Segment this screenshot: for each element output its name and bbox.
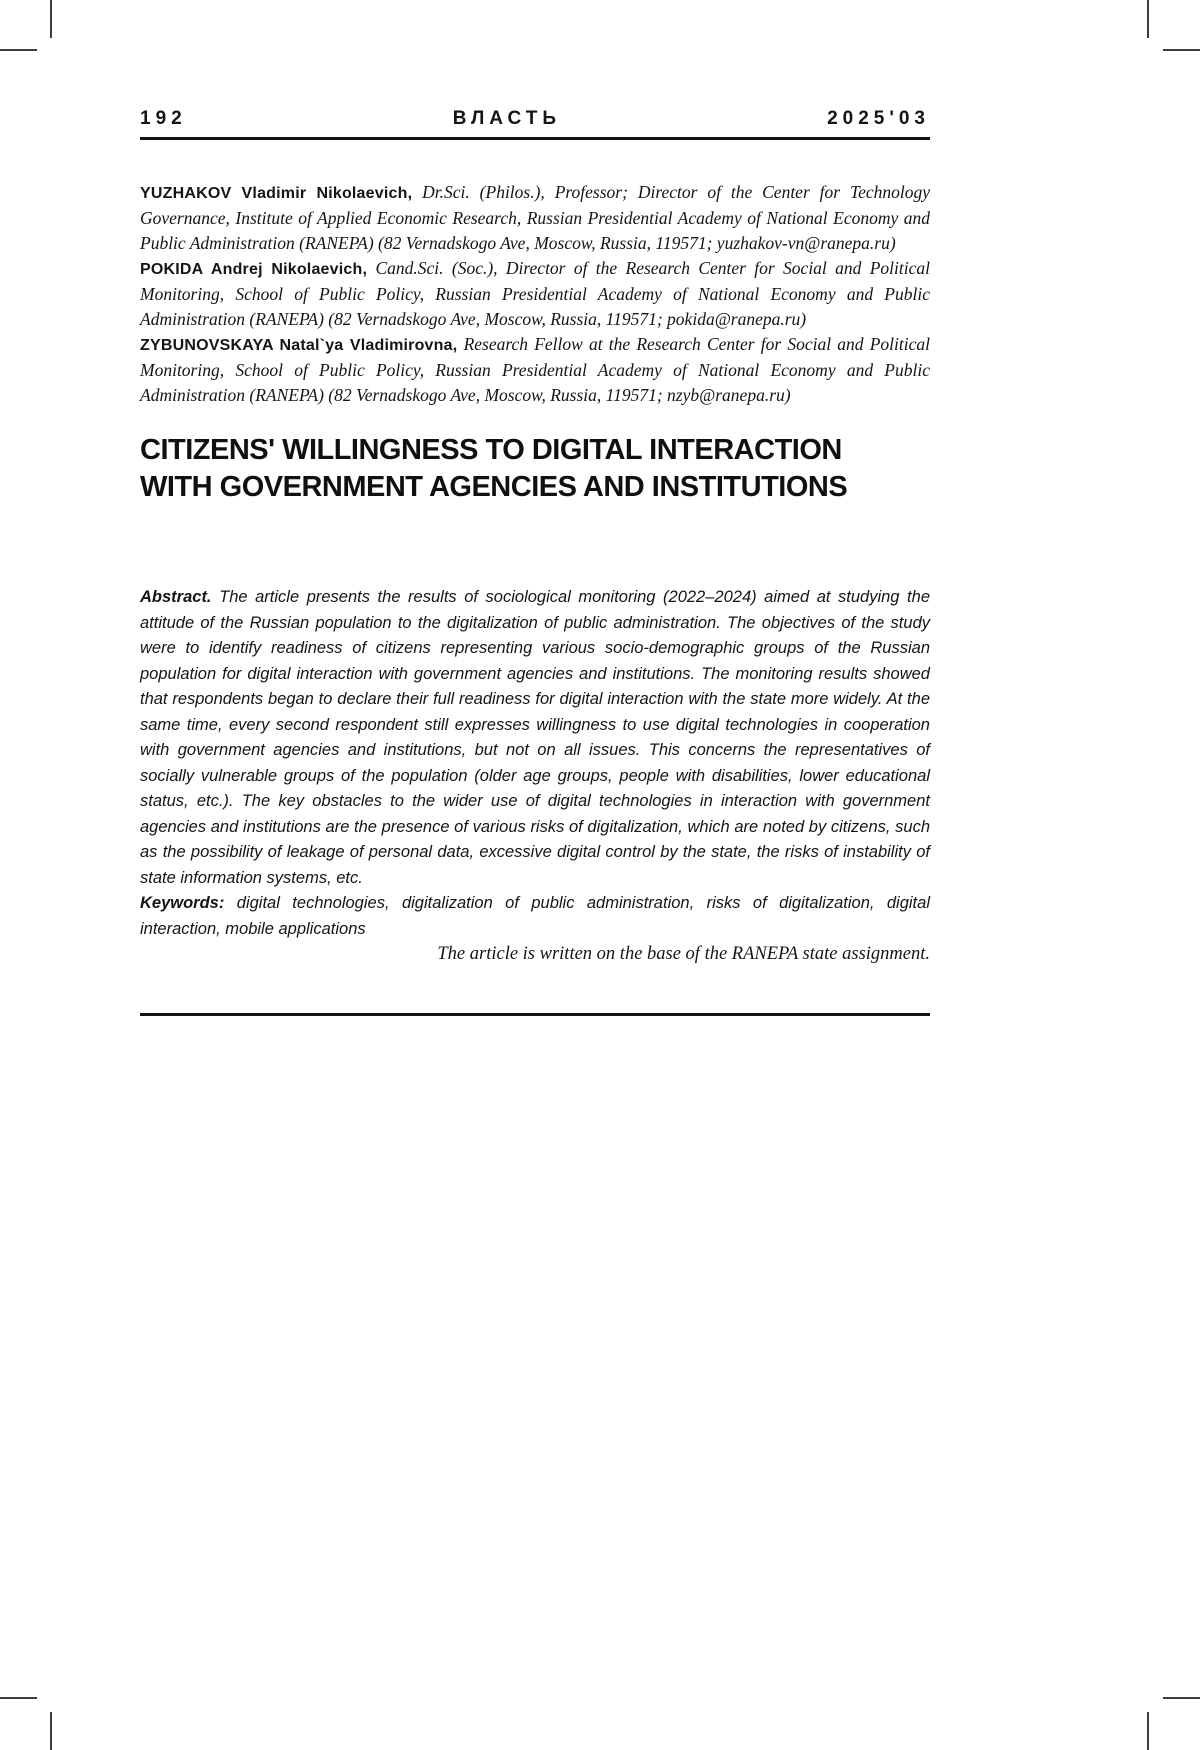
crop-mark-top-left-vertical (50, 0, 52, 38)
issue-number: 2025'03 (827, 108, 930, 129)
author-affiliation: Research Fellow at the Research Center for Social and Political Monitoring, School of Public Policy, Russian Presidential Academy of National Economy and Public Administration (RANEPA) (82 Vernadskogo Ave, Moscow, Russia, 119571; nzyb@ranepa.ru) (140, 334, 930, 405)
crop-mark-top-right-vertical (1147, 0, 1149, 38)
crop-mark-bottom-left-horizontal (0, 1697, 37, 1699)
keywords-text: digital technologies, digitalization of public administration, risks of digitalization, digital interaction, mobile applications (140, 894, 930, 938)
author-affiliation: Cand.Sci. (Soc.), Director of the Research Center for Social and Political Monitoring, School of Public Policy, Russian Presidential Academy of National Economy and Public Administration (RANEPA) (82 Vernadskogo Ave, Moscow, Russia, 119571; pokida@ranepa.ru) (140, 258, 931, 329)
abstract-paragraph (140, 585, 930, 891)
article-title (140, 432, 950, 506)
article-title-line1: CITIZENS' WILLINGNESS TO DIGITAL INTERACTION (140, 434, 842, 466)
crop-mark-top-left-horizontal (0, 49, 37, 51)
crop-mark-top-right-horizontal (1163, 49, 1200, 51)
authors-block (140, 180, 930, 408)
running-head (140, 108, 930, 140)
article-title-line2: WITH GOVERNMENT AGENCIES AND INSTITUTIONS (140, 471, 848, 503)
author-entry (140, 180, 930, 256)
section-separator-rule (140, 1013, 930, 1016)
page-number: 192 (140, 108, 187, 129)
author-affiliation: Dr.Sci. (Philos.), Professor; Director of the Center for Technology Governance, Institute of Applied Economic Research, Russian Presidential Academy of National Economy and Public Administration (RANEPA) (82 Vernadskogo Ave, Moscow, Russia, 119571; yuzhakov-vn@ranepa.ru) (140, 182, 931, 253)
abstract-text: The article presents the results of sociological monitoring (2022–2024) aimed at studying the attitude of the Russian population to the digitalization of public administration. The objectives of the study were to identify readiness of citizens representing various socio-demographic groups of the Russian population for digital interaction with government agencies and institutions. The monitoring results showed that respondents began to declare their full readiness for digital interaction with the state more widely. At the same time, every second respondent still expresses willingness to use digital technologies in cooperation with government agencies and institutions, but not on all issues. This concerns the representatives of socially vulnerable groups of the population (older age groups, people with disabilities, lower educational status, etc.). The key obstacles to the wider use of digital technologies in interaction with government agencies and institutions are the presence of various risks of digitalization, which are noted by citizens, such as the possibility of leakage of personal data, excessive digital control by the state, the risks of instability of state information systems, etc. (140, 588, 930, 887)
keywords-paragraph (140, 891, 930, 942)
author-name: ZYBUNOVSKAYA Natal`ya Vladimirovna, (140, 337, 458, 354)
keywords-label: Keywords: (140, 894, 225, 912)
crop-mark-bottom-left-vertical (50, 1712, 52, 1750)
author-entry (140, 256, 930, 332)
funding-note: The article is written on the base of the RANEPA state assignment. (437, 944, 930, 964)
abstract-block (140, 585, 930, 942)
author-name: POKIDA Andrej Nikolaevich, (140, 261, 368, 278)
crop-mark-bottom-right-vertical (1147, 1712, 1149, 1750)
journal-title: ВЛАСТЬ (452, 108, 562, 129)
crop-mark-bottom-right-horizontal (1163, 1697, 1200, 1699)
author-entry (140, 332, 930, 408)
abstract-label: Abstract. (140, 588, 212, 606)
author-name: YUZHAKOV Vladimir Nikolaevich, (140, 185, 413, 202)
